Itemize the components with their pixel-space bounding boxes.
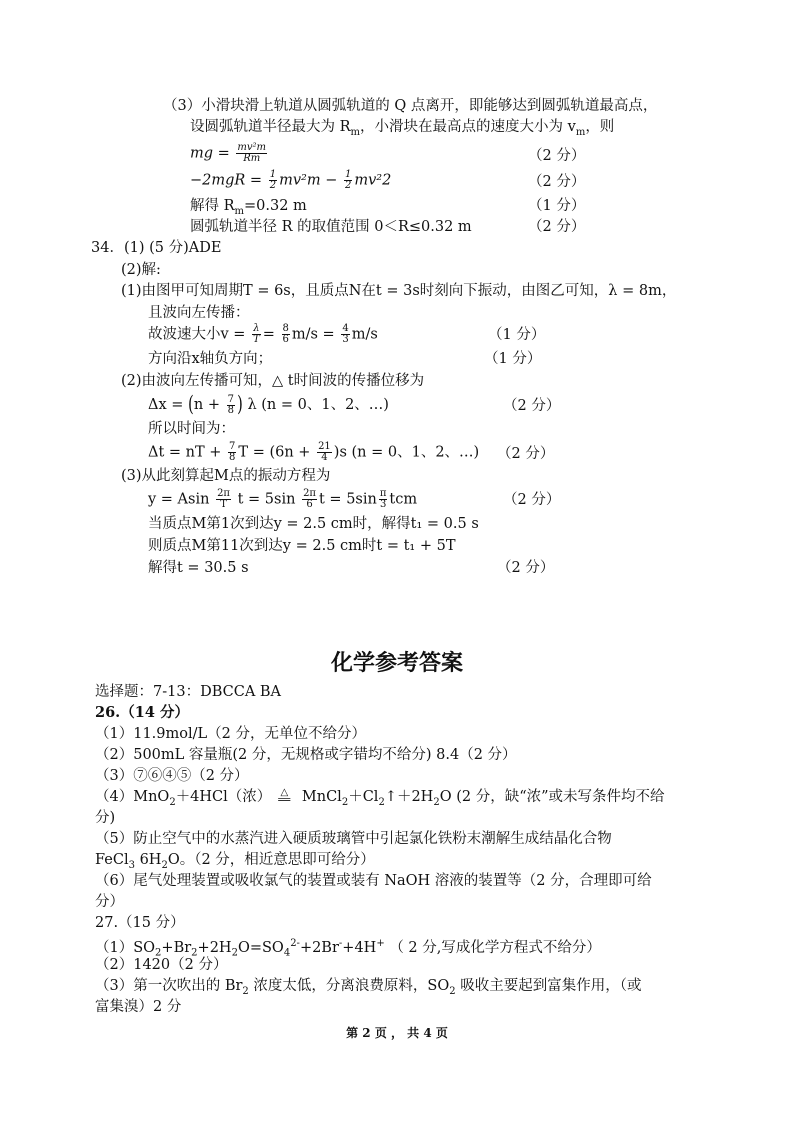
q34-line4: 且波向左传播： — [148, 305, 250, 321]
q34-line13: 当质点M第1次到达y = 2.5 cm时，解得t₁ = 0.5 s — [148, 516, 479, 532]
q26-5-cont: FeCl$_3$ $6H_2O$。（2 分，相近意思即可给分） — [95, 852, 375, 871]
q33-3-eq2-score: （2 分） — [528, 174, 586, 190]
q34-line6: 方向沿x轴负方向； — [148, 351, 273, 367]
q33-3-eq3: 解得 $R_m=0.32$ m — [190, 198, 307, 217]
q34-line11: (3)从此刻算起M点的振动方程为 — [121, 468, 331, 484]
q34-line12-score: （2 分） — [503, 492, 561, 508]
q33-3-eq3-score: （1 分） — [528, 198, 586, 214]
q26-header: 26.（14 分） — [95, 704, 189, 721]
q27-2: （2）1420（2 分） — [95, 957, 228, 973]
q33-3-eq4: 圆弧轨道半径 R 的取值范围 0＜R≤0.32 m — [190, 219, 472, 235]
q34-line15-score: （2 分） — [497, 560, 555, 576]
q26-3: （3）⑦⑥④⑤（2 分） — [95, 768, 249, 784]
q34-line8-score: （2 分） — [503, 398, 561, 414]
chem-choice: 选择题：7-13：DBCCA BA — [95, 684, 282, 700]
q34-line2: (2)解: — [121, 262, 161, 278]
q34-line5-score: （1 分） — [488, 327, 546, 343]
q34-line10: Δt = nT + $\frac{7}{8}$ T = (6n + $\frac{21}{4}$ )s (n = 0、1、2、…) — [148, 441, 480, 463]
q27-3: （3）第一次吹出的 $Br_2$ 浓度太低，分离浪费原料，$SO_2$ 吸收主要起到富集作用，（或 — [95, 978, 642, 997]
q27-3-cont: 富集溴）2 分 — [95, 999, 182, 1015]
q34-line15: 解得t = 30.5 s — [148, 560, 249, 576]
q34-line14: 则质点M第11次到达y = 2.5 cm时t = t₁ + 5T — [148, 538, 456, 554]
q26-5: （5）防止空气中的水蒸汽进入硬质玻璃管中引起氯化铁粉末潮解生成结晶化合物 — [95, 831, 612, 847]
q26-4: （4）MnO$_2$＋4HCl（浓） △ ══ $MnCl_2+Cl_2↑+2H_2O$ (2 分，缺“浓”或未写条件均不给 — [95, 787, 665, 808]
q34-line3: (1)由图甲可知周期T = 6s，且质点N在t = 3s时刻向下振动，由图乙可知，λ = 8m， — [121, 283, 677, 299]
q34-line10-score: （2 分） — [497, 446, 555, 462]
q34-line9: 所以时间为： — [148, 421, 235, 437]
q34-line12: y = Asin $\frac{2\pi}{T}$ t = 5sin $\frac{2\pi}{6}$ t = 5sin $\frac{\pi}{3}$ tcm — [148, 488, 418, 510]
q33-3-eq2: −2mgR = $\frac{1}{2}$ mv²m − $\frac{1}{2}$ mv²2 — [190, 169, 392, 191]
q26-6: （6）尾气处理装置或吸收氯气的装置或装有 NaOH 溶液的装置等（2 分，合理即可给 — [95, 873, 652, 889]
q26-2: （2）500mL 容量瓶(2 分，无规格或字错均不给分) 8.4（2 分） — [95, 747, 517, 763]
q34-line1: 34．(1) (5 分)ADE — [91, 240, 222, 256]
q26-6-cont: 分） — [95, 894, 124, 910]
q33-3-eq1: mg = $\frac{\text{mv²m}}{Rm}$ — [190, 142, 267, 164]
q26-4-cont: 分) — [95, 810, 116, 826]
page-footer: 第 2 页 ， 共 4 页 — [346, 1026, 448, 1040]
q27-header: 27.（15 分） — [95, 915, 185, 931]
q26-1: （1）11.9mol/L（2 分，无单位不给分） — [95, 726, 366, 742]
chem-title: 化学参考答案 — [330, 651, 463, 676]
q34-line7: (2)由波向左传播可知，△ t时间波的传播位移为 — [121, 373, 425, 389]
q34-line6-score: （1 分） — [484, 351, 542, 367]
q33-3-line1: （3）小滑块滑上轨道从圆弧轨道的 Q 点离开，即能够达到圆弧轨道最高点， — [163, 98, 658, 114]
q27-1: $(1)SO_2+Br_2+2H_2O=SO_4^{2-}+2Br^-+4H^+$ （ 2 分,写成化学方程式不给分） — [95, 938, 601, 959]
q33-3-eq4-score: （2 分） — [528, 219, 586, 235]
q33-3-line2: 设圆弧轨道半径最大为 $R_m$，小滑块在最高点的速度大小为 $v_m$，则 — [190, 119, 615, 138]
q34-line5: 故波速大小v = $\frac{\lambda}{T}$ = $\frac{8}{6}$ m/s = $\frac{4}{3}$ m/s — [148, 323, 378, 345]
q34-line8: Δx = (n + $\frac{7}{8}$ ) λ (n = 0、1、2、…) — [148, 391, 389, 417]
q33-3-eq1-score: （2 分） — [528, 148, 586, 164]
